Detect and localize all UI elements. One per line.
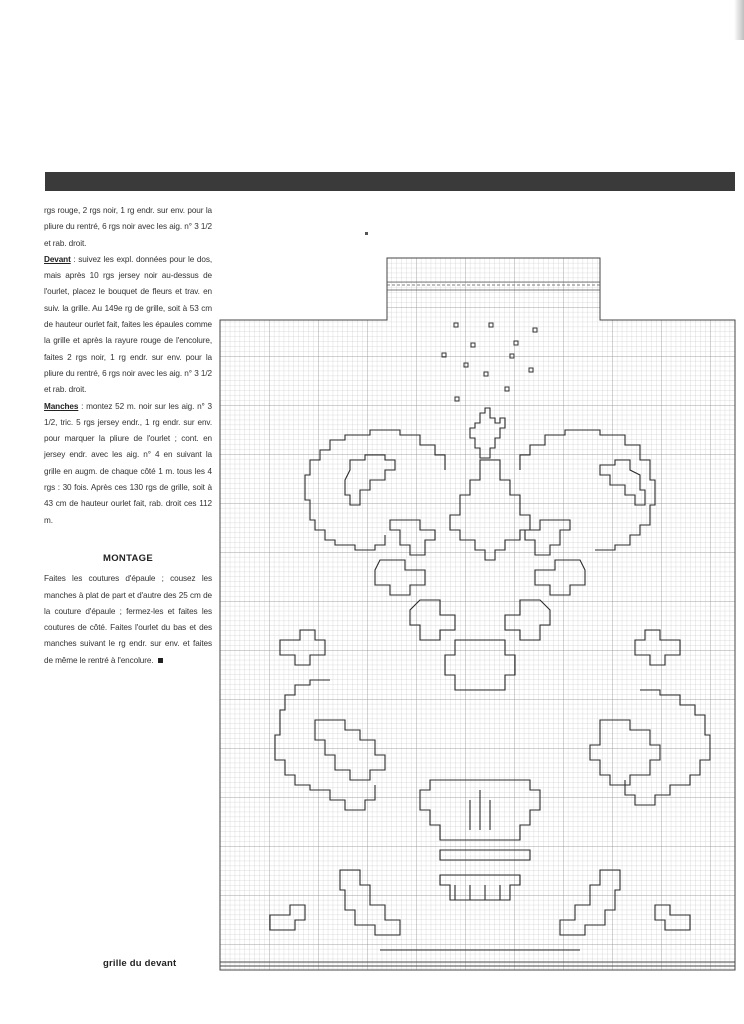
montage-text: Faites les coutures d'épaule ; cousez les manches à plat de part et d'autre des 25 cm de la couture d'épaule ; fermez-les et faites les coutures de côté. Faites l'ourlet du bas et des manches suivant le rg endr. sur env. et faites de même le rentré à l'encolure. [44, 574, 212, 665]
grid-area [220, 258, 735, 970]
devant-label: Devant [44, 254, 71, 264]
manches-label: Manches [44, 401, 79, 411]
instructions-intro: rgs rouge, 2 rgs noir, 1 rg endr. sur env. pour la pliure du rentré, 6 rgs noir avec les aig. n° 3 1/2 et rab. droit. [44, 206, 212, 248]
montage-heading: MONTAGE [103, 552, 153, 564]
manches-text: : montez 52 m. noir sur les aig. n° 3 1/2, tric. 5 rgs jersey endr., 1 rg endr. sur env. pour marquer la pliure de l'ourlet ; cont. en jersey endr. avec les aig. n° 4 en suivant la grille en augm. de chaque côté 1 m. tous les 4 rgs : 30 fois. Après ces 130 rgs de grille, soit à 43 cm de hauteur ourlet fait, rab. droit ces 112 m. [44, 401, 212, 525]
chart-caption: grille du devant [103, 958, 177, 969]
devant-text: : suivez les expl. données pour le dos, mais après 10 rgs jersey noir au-dessus de l'ourlet, placez le bouquet de fleurs et trav. en suiv. la grille. Au 149e rg de grille, soit à 53 cm de hauteur ourlet fait, faites les épaules comme la grille et après la rayure rouge de l'encolure, faites 2 rgs noir, 1 rg endr. sur env. pour la pliure du rentré, 6 rgs noir avec les aig. n° 3 1/2 et rab. droit. [44, 254, 212, 395]
